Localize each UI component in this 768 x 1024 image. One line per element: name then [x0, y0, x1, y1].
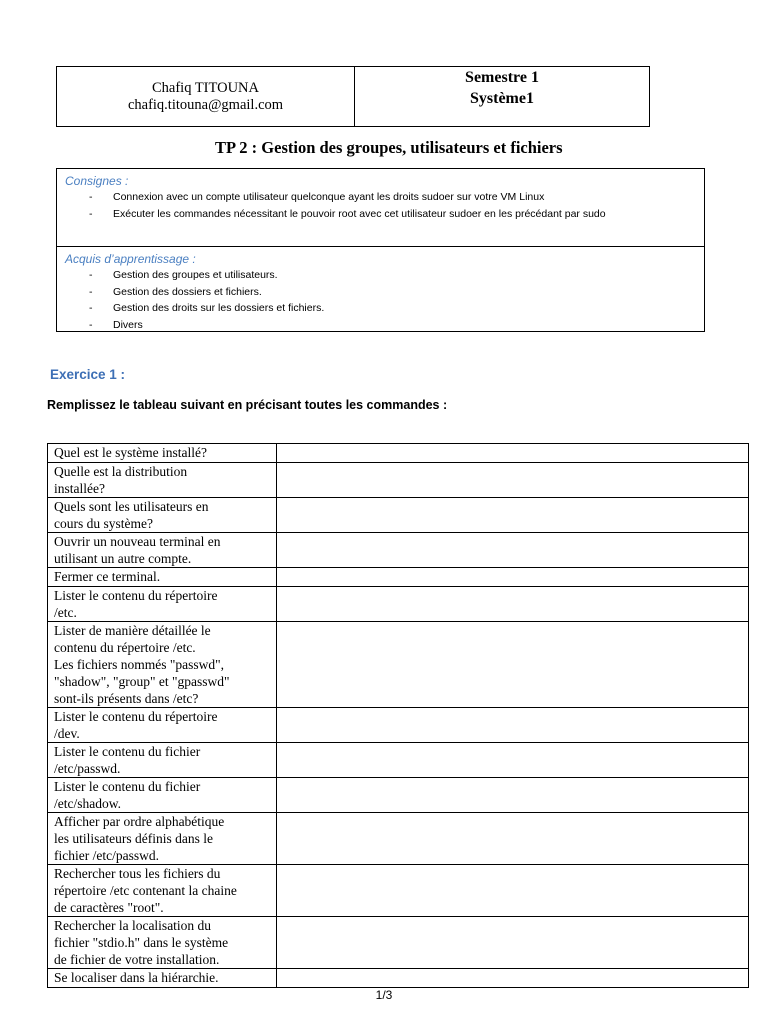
question-line: fichier "stdio.h" dans le système — [54, 935, 229, 950]
question-cell — [48, 917, 277, 969]
page-number: 1/3 — [375, 988, 393, 1002]
acquis-item — [57, 284, 704, 301]
answer-cell[interactable] — [277, 743, 749, 778]
question-cell — [48, 533, 277, 568]
question-cell — [48, 498, 277, 533]
consignes-item — [57, 189, 704, 206]
page-title: TP 2 : Gestion des groupes, utilisateurs et fichiers — [215, 138, 563, 157]
acquis-item — [57, 300, 704, 317]
answer-cell[interactable] — [277, 533, 749, 568]
table-row — [48, 444, 749, 463]
author-email: chafiq.titouna@gmail.com — [127, 96, 284, 113]
instructions-box — [56, 168, 705, 332]
question-line: installée? — [54, 481, 105, 496]
consignes-item — [57, 206, 704, 223]
consignes-item-text: Exécuter les commandes nécessitant le pouvoir root avec cet utilisateur sudoer en les précédant par sudo — [113, 207, 606, 220]
question-cell — [48, 463, 277, 498]
answer-cell[interactable] — [277, 969, 749, 988]
question-line: Ouvrir un nouveau terminal en — [54, 534, 221, 549]
consignes-item-text: Connexion avec un compte utilisateur quelconque ayant les droits sudoer sur votre VM Linux — [113, 191, 545, 203]
question-line: /etc. — [54, 605, 77, 620]
exercise-title: Exercice 1 : — [50, 367, 126, 382]
question-line: fichier /etc/passwd. — [54, 848, 159, 863]
question-line: utilisant un autre compte. — [54, 551, 192, 566]
answer-cell[interactable] — [277, 568, 749, 587]
question-cell — [48, 865, 277, 917]
table-row — [48, 568, 749, 587]
question-line: sont-ils présents dans /etc? — [54, 691, 199, 706]
bullet-dash: - — [89, 318, 93, 331]
bullet-dash: - — [89, 269, 93, 281]
table-row — [48, 622, 749, 708]
bullet-dash: - — [89, 191, 93, 203]
question-line: Les fichiers nommés "passwd", — [54, 657, 224, 672]
acquis-item-text: Divers — [113, 318, 143, 331]
answer-cell[interactable] — [277, 865, 749, 917]
acquis-heading: Acquis d’apprentissage : — [65, 252, 196, 266]
answer-cell[interactable] — [277, 444, 749, 463]
question-line: Fermer ce terminal. — [54, 569, 161, 584]
question-line: Se localiser dans la hiérarchie. — [54, 970, 219, 985]
table-row — [48, 708, 749, 743]
table-row — [48, 587, 749, 622]
question-line: Rechercher tous les fichiers du — [54, 866, 221, 881]
exercise-instruction: Remplissez le tableau suivant en précisant toutes les commandes : — [47, 398, 448, 412]
question-cell — [48, 622, 277, 708]
question-cell — [48, 743, 277, 778]
bullet-dash: - — [89, 207, 93, 220]
table-row — [48, 498, 749, 533]
table-row — [48, 969, 749, 988]
author-cell — [57, 67, 355, 126]
acquis-item — [57, 267, 704, 284]
question-line: /etc/passwd. — [54, 761, 121, 776]
course-cell — [355, 67, 649, 126]
semester-label: Semestre 1 — [465, 69, 539, 86]
question-cell — [48, 587, 277, 622]
question-line: Afficher par ordre alphabétique — [54, 814, 225, 829]
question-line: Lister de manière détaillée le — [54, 623, 211, 638]
answer-cell[interactable] — [277, 622, 749, 708]
table-row — [48, 917, 749, 969]
header-box — [56, 66, 650, 127]
author-name: Chafiq TITOUNA — [152, 79, 259, 96]
question-cell — [48, 568, 277, 587]
answer-cell[interactable] — [277, 463, 749, 498]
question-line: cours du système? — [54, 516, 153, 531]
bullet-dash: - — [89, 285, 93, 298]
table-row — [48, 778, 749, 813]
table-row — [48, 743, 749, 778]
question-line: "shadow", "group" et "gpasswd" — [54, 674, 230, 689]
question-cell — [48, 969, 277, 988]
acquis-item — [57, 317, 704, 334]
course-label: Système1 — [470, 90, 534, 107]
answer-cell[interactable] — [277, 498, 749, 533]
question-line: /dev. — [54, 726, 80, 741]
question-line: de fichier de votre installation. — [54, 952, 220, 967]
table-row — [48, 865, 749, 917]
question-line: Lister le contenu du fichier — [54, 744, 201, 759]
acquis-section — [57, 247, 704, 333]
question-line: de caractères "root". — [54, 900, 164, 915]
question-line: Quelle est la distribution — [54, 464, 188, 479]
consignes-section — [57, 169, 704, 247]
answer-cell[interactable] — [277, 778, 749, 813]
question-line: les utilisateurs définis dans le — [54, 831, 213, 846]
answer-cell[interactable] — [277, 708, 749, 743]
consignes-list — [57, 189, 704, 222]
question-cell — [48, 708, 277, 743]
table-row — [48, 813, 749, 865]
question-line: Quel est le système installé? — [54, 445, 207, 460]
question-cell — [48, 444, 277, 463]
table-row — [48, 533, 749, 568]
acquis-item-text: Gestion des dossiers et fichiers. — [113, 285, 262, 298]
question-line: /etc/shadow. — [54, 796, 121, 811]
question-line: Rechercher la localisation du — [54, 918, 212, 933]
answer-cell[interactable] — [277, 587, 749, 622]
question-cell — [48, 778, 277, 813]
question-line: Lister le contenu du répertoire — [54, 709, 218, 724]
acquis-item-text: Gestion des droits sur les dossiers et fichiers. — [113, 302, 325, 314]
acquis-item-text: Gestion des groupes et utilisateurs. — [113, 269, 278, 281]
question-line: contenu du répertoire /etc. — [54, 640, 196, 655]
answer-cell[interactable] — [277, 917, 749, 969]
acquis-list — [57, 267, 704, 333]
answer-cell[interactable] — [277, 813, 749, 865]
consignes-heading: Consignes : — [65, 174, 129, 188]
question-cell — [48, 813, 277, 865]
table-row — [48, 463, 749, 498]
question-line: Lister le contenu du fichier — [54, 779, 201, 794]
bullet-dash: - — [89, 302, 93, 314]
questions-table — [47, 443, 749, 988]
question-line: Quels sont les utilisateurs en — [54, 499, 209, 514]
question-line: Lister le contenu du répertoire — [54, 588, 218, 603]
question-line: répertoire /etc contenant la chaine — [54, 883, 237, 898]
